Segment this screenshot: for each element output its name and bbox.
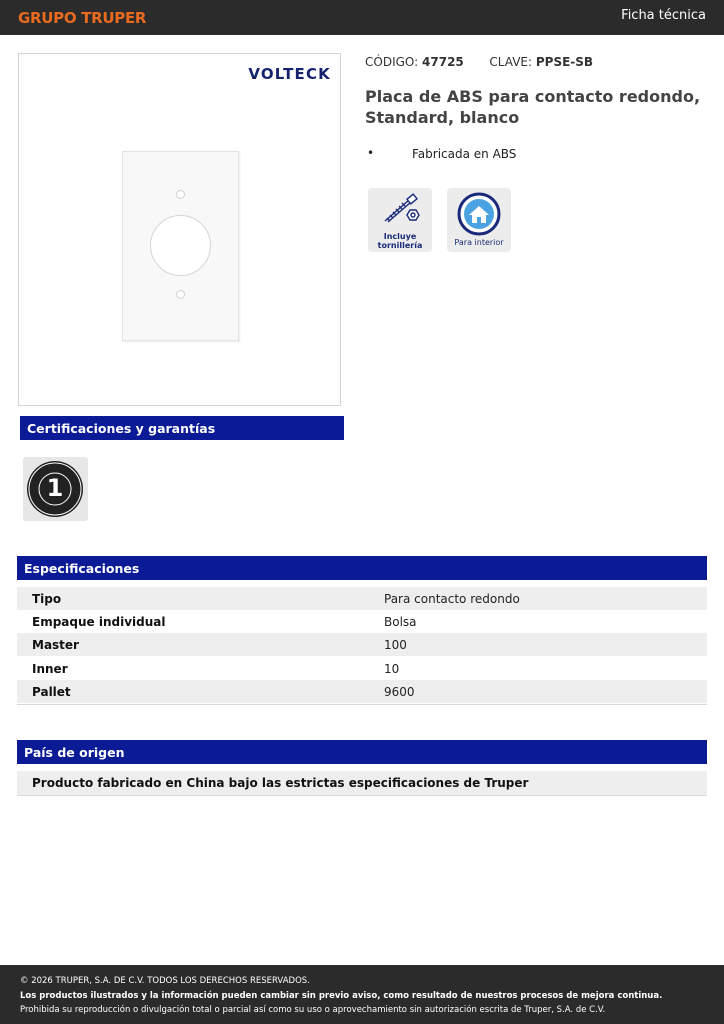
spec-row: [17, 680, 707, 703]
bullet-icon: •: [367, 146, 375, 160]
origin-row: [17, 771, 707, 796]
spec-value: Para contacto redondo: [384, 592, 520, 606]
top-bar: [0, 0, 724, 35]
house-icon: [447, 188, 511, 236]
warranty-years: 1: [46, 474, 64, 502]
screws-icon: [368, 188, 432, 232]
wall-plate-image: [122, 151, 239, 341]
includes-screws-badge: [368, 188, 432, 252]
outlet-hole: [150, 215, 211, 276]
screws-label-2: tornillería: [377, 241, 423, 250]
footer-copyright: © 2026 TRUPER, S.A. DE C.V. TODOS LOS DERECHOS RESERVADOS.: [20, 976, 310, 986]
certifications-heading: Certificaciones y garantías: [20, 416, 344, 440]
spec-key: Empaque individual: [32, 615, 166, 629]
footer: [0, 965, 724, 1024]
specs-heading: Especificaciones: [17, 556, 707, 580]
spec-value: 10: [384, 662, 400, 676]
indoor-label: Para interior: [454, 238, 504, 247]
spec-key: Pallet: [32, 685, 71, 699]
spec-row: [17, 633, 707, 656]
footer-prohibition: Prohibida su reproducción o divulgación total o parcial así como su uso o aprovechamiento sin autorización escrita de Truper, S.A. de C.V.: [20, 1005, 606, 1015]
screw-hole-bottom: [176, 290, 185, 299]
spec-row: [17, 657, 707, 680]
clave-label: CLAVE:: [489, 55, 533, 69]
product-title: Placa de ABS para contacto redondo, Standard, blanco: [365, 87, 701, 127]
product-codes: [365, 55, 593, 69]
warranty-badge: [23, 457, 88, 521]
spec-value: 100: [384, 638, 407, 652]
brand-logo: GRUPO TRUPER: [18, 9, 147, 27]
table-divider: [17, 704, 707, 705]
spec-key: Tipo: [32, 592, 62, 606]
footer-notice: Los productos ilustrados y la información pueden cambiar sin previo aviso, como resultado de nuestros procesos de mejora continua.: [20, 991, 663, 1001]
doc-type-label: Ficha técnica: [621, 8, 706, 23]
screw-hole-top: [176, 190, 185, 199]
screws-label-1: Incluye: [383, 232, 417, 241]
spec-row: [17, 587, 707, 610]
product-image-frame: [18, 53, 341, 406]
spec-key: Inner: [32, 662, 68, 676]
code-label: CÓDIGO:: [365, 55, 419, 69]
volteck-logo: VOLTECK: [248, 65, 331, 83]
spec-value: 9600: [384, 685, 415, 699]
origin-text: Producto fabricado en China bajo las estrictas especificaciones de Truper: [32, 776, 529, 790]
code-value: 47725: [422, 55, 464, 69]
clave-value: PPSE-SB: [535, 55, 594, 69]
spec-row: [17, 610, 707, 633]
spec-value: Bolsa: [384, 615, 417, 629]
feature-item: Fabricada en ABS: [412, 147, 517, 161]
warranty-seal-icon: [27, 461, 83, 517]
indoor-use-badge: [447, 188, 511, 252]
origin-heading: País de origen: [17, 740, 707, 764]
spec-key: Master: [32, 638, 79, 652]
